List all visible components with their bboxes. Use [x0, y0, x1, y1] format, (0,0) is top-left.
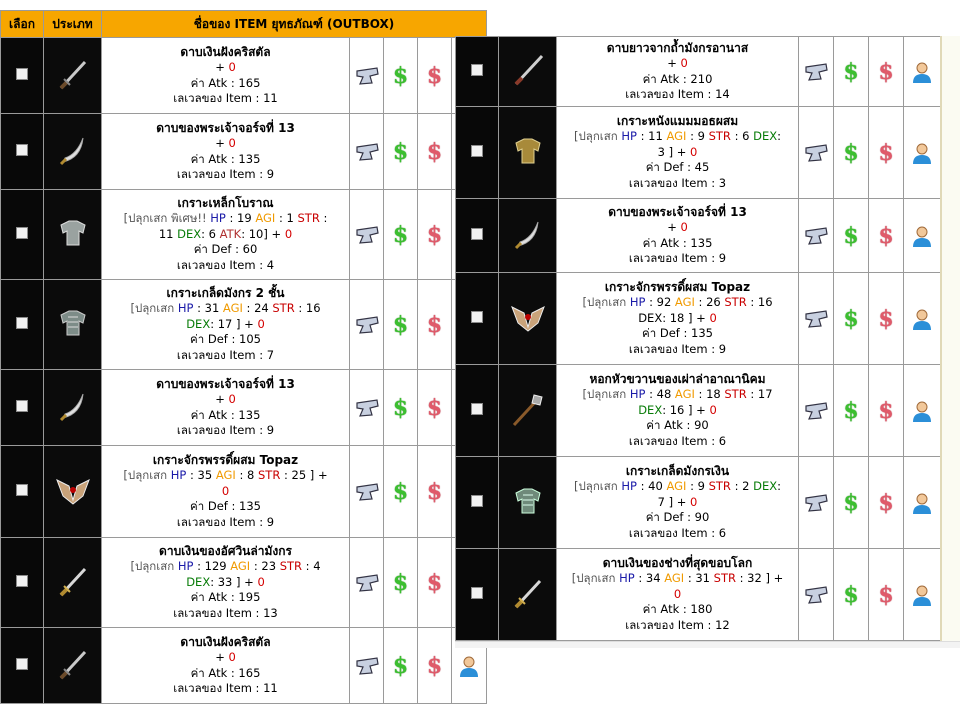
upgrade-action-cell [350, 38, 384, 114]
user-action-cell [904, 457, 941, 549]
header-select: เลือก [1, 11, 44, 38]
select-checkbox[interactable] [16, 575, 28, 587]
select-cell [456, 199, 499, 273]
anvil-icon[interactable] [803, 61, 829, 83]
item-stat: ค่า Atk : 165 [190, 75, 261, 90]
scimitar-icon [53, 386, 93, 426]
anvil-icon[interactable] [803, 308, 829, 330]
item-title: เกราะจักรพรรดิ์ผสม Topaz [604, 279, 751, 294]
item-name-cell [557, 273, 799, 365]
item-image-cell [499, 457, 557, 549]
outbox-panel-left [0, 10, 488, 715]
item-level: เลเวลของ Item : 9 [176, 423, 275, 437]
sell-red-action-cell [869, 549, 904, 641]
item-bonus-cont: DEX: 16 ] + 0 [638, 402, 717, 417]
item-stat: ค่า Atk : 195 [190, 590, 261, 605]
item-level: เลเวลของ Item : 9 [628, 341, 727, 356]
page-edge-strip [940, 36, 960, 641]
item-name-cell [102, 38, 350, 114]
dollar-red-icon[interactable]: $ [878, 58, 894, 85]
item-title: ดาบเงินของช่างที่สุดขอบโลก [602, 555, 753, 570]
item-stat: ค่า Atk : 90 [646, 418, 709, 433]
sell-action-cell [834, 199, 869, 273]
dollar-green-icon[interactable]: $ [843, 139, 859, 166]
item-title: หอกหัวขวานของเผ่าล่าอาณานิคม [589, 371, 766, 386]
item-image-cell [499, 365, 557, 457]
dollar-green-icon[interactable]: $ [392, 221, 409, 248]
select-checkbox[interactable] [471, 64, 483, 76]
table-row [456, 365, 941, 457]
item-bonus: [ปลุกเสก HP : 11 AGI : 9 STR : 6 DEX: [574, 129, 781, 144]
select-checkbox[interactable] [471, 228, 483, 240]
item-level: เลเวลของ Item : 4 [176, 257, 275, 272]
select-checkbox[interactable] [471, 587, 483, 599]
item-stat: ค่า Def : 135 [190, 499, 261, 514]
user-icon[interactable] [910, 307, 934, 331]
item-stat: ค่า Atk : 210 [642, 71, 713, 86]
sell-red-action-cell [418, 114, 452, 190]
sell-action-cell [384, 628, 418, 704]
item-stat: ค่า Def : 45 [645, 160, 710, 175]
item-bonus-cont: 0 [673, 586, 682, 601]
dollar-green-icon[interactable]: $ [392, 652, 409, 679]
table-row [456, 273, 941, 365]
item-upgrade: + 0 [215, 60, 236, 74]
upgrade-action-cell [799, 549, 834, 641]
dagger-icon [53, 644, 93, 684]
dollar-green-icon[interactable]: $ [392, 62, 409, 89]
item-image-cell [44, 280, 102, 370]
anvil-icon[interactable] [354, 314, 380, 336]
select-cell [1, 38, 44, 114]
sell-red-action-cell [869, 199, 904, 273]
select-cell [456, 365, 499, 457]
select-checkbox[interactable] [471, 403, 483, 415]
upgrade-action-cell [350, 114, 384, 190]
dollar-green-icon[interactable]: $ [392, 311, 409, 338]
item-stat: ค่า Atk : 135 [190, 407, 261, 422]
upgrade-action-cell [350, 628, 384, 704]
table-row [456, 457, 941, 549]
select-checkbox[interactable] [16, 144, 28, 156]
dollar-green-icon[interactable]: $ [843, 305, 859, 332]
panel-bottom-strip [455, 641, 960, 648]
item-bonus: [ปลุกเสก HP : 40 AGI : 9 STR : 2 DEX: [574, 479, 781, 494]
user-icon[interactable] [910, 141, 934, 165]
user-action-cell [904, 37, 941, 107]
item-name-cell [102, 628, 350, 704]
dollar-green-icon[interactable]: $ [843, 58, 859, 85]
select-checkbox[interactable] [471, 495, 483, 507]
dollar-green-icon[interactable]: $ [843, 489, 859, 516]
dollar-red-icon[interactable]: $ [426, 138, 443, 165]
select-cell [1, 628, 44, 704]
select-cell [1, 190, 44, 280]
upgrade-action-cell [350, 370, 384, 446]
item-title: ดาบของพระเจ้าจอร์จที่ 13 [608, 204, 747, 219]
anvil-icon[interactable] [354, 572, 380, 594]
upgrade-action-cell [350, 280, 384, 370]
dollar-red-icon[interactable]: $ [426, 221, 443, 248]
select-cell [1, 446, 44, 538]
sell-action-cell [384, 538, 418, 628]
upgrade-action-cell [799, 457, 834, 549]
item-image-cell [499, 199, 557, 273]
select-checkbox[interactable] [16, 658, 28, 670]
sell-red-action-cell [418, 280, 452, 370]
anvil-icon[interactable] [354, 141, 380, 163]
dollar-green-icon[interactable]: $ [392, 138, 409, 165]
longsword-icon [508, 50, 548, 90]
dollar-green-icon[interactable]: $ [392, 394, 409, 421]
item-name-cell [102, 370, 350, 446]
scimitar-icon [53, 130, 93, 170]
table-row [456, 107, 941, 199]
item-image-cell [44, 538, 102, 628]
item-bonus-cont: DEX: 18 ] + 0 [638, 310, 717, 325]
item-name-cell [557, 549, 799, 641]
winged-armor-icon [53, 470, 93, 510]
item-upgrade: + 0 [215, 136, 236, 150]
item-title: ดาบเงินของอัศวินล่ามังกร [159, 543, 292, 558]
table-row [1, 38, 487, 114]
sell-red-action-cell [869, 107, 904, 199]
item-image-cell [44, 114, 102, 190]
item-image-cell [44, 446, 102, 538]
item-name-cell [557, 37, 799, 107]
sell-action-cell [384, 446, 418, 538]
item-title: ดาบเงินฝังคริสตัล [180, 44, 271, 59]
item-image-cell [499, 37, 557, 107]
upgrade-action-cell [799, 365, 834, 457]
item-name-cell [102, 538, 350, 628]
item-image-cell [44, 190, 102, 280]
dollar-red-icon[interactable]: $ [426, 652, 443, 679]
item-stat: ค่า Atk : 135 [642, 235, 713, 250]
dollar-red-icon[interactable]: $ [426, 311, 443, 338]
sell-red-action-cell [418, 190, 452, 280]
anvil-icon[interactable] [803, 142, 829, 164]
silver-scale-armor-icon [508, 481, 548, 521]
item-upgrade: + 0 [215, 650, 236, 664]
table-row [456, 37, 941, 107]
item-title: ดาบของพระเจ้าจอร์จที่ 13 [156, 376, 295, 391]
user-icon[interactable] [910, 224, 934, 248]
user-icon[interactable] [910, 399, 934, 423]
item-name-cell [557, 199, 799, 273]
table-row [1, 190, 487, 280]
select-cell [1, 370, 44, 446]
table-row [1, 628, 487, 704]
item-bonus: [ปลุกเสก HP : 48 AGI : 18 STR : 17 [582, 387, 773, 402]
sell-red-action-cell [869, 365, 904, 457]
item-level: เลเวลของ Item : 6 [628, 525, 727, 540]
upgrade-action-cell [799, 199, 834, 273]
dollar-red-icon[interactable]: $ [878, 139, 894, 166]
sell-action-cell [834, 365, 869, 457]
user-icon[interactable] [910, 583, 934, 607]
dollar-red-icon[interactable]: $ [426, 569, 443, 596]
sell-action-cell [384, 280, 418, 370]
item-level: เลเวลของ Item : 9 [176, 514, 275, 529]
select-cell [1, 538, 44, 628]
item-stat: ค่า Atk : 180 [642, 602, 713, 617]
item-image-cell [499, 107, 557, 199]
item-level: เลเวลของ Item : 9 [176, 167, 275, 181]
sell-action-cell [384, 370, 418, 446]
dollar-green-icon[interactable]: $ [392, 478, 409, 505]
item-bonus: [ปลุกเสก HP : 35 AGI : 8 STR : 25 ] + [123, 468, 328, 483]
item-image-cell [44, 370, 102, 446]
item-stat: ค่า Atk : 165 [190, 665, 261, 680]
user-action-cell [904, 273, 941, 365]
table-row [1, 538, 487, 628]
item-level: เลเวลของ Item : 14 [625, 87, 730, 101]
item-bonus: [ปลุกเสก HP : 31 AGI : 24 STR : 16 [130, 301, 321, 316]
item-title: ดาบของพระเจ้าจอร์จที่ 13 [156, 120, 295, 135]
axe-spear-icon [508, 389, 548, 429]
upgrade-action-cell [350, 446, 384, 538]
item-title: เกราะหนังแมมมอธผสม [616, 113, 739, 128]
user-action-cell [904, 549, 941, 641]
dollar-red-icon[interactable]: $ [878, 305, 894, 332]
item-name-cell [102, 114, 350, 190]
item-name-cell [557, 365, 799, 457]
select-cell [456, 37, 499, 107]
item-level: เลเวลของ Item : 11 [173, 681, 278, 695]
dollar-red-icon[interactable]: $ [426, 478, 443, 505]
anvil-icon[interactable] [354, 397, 380, 419]
dollar-green-icon[interactable]: $ [843, 397, 859, 424]
item-title: เกราะเกล็ดมังกร 2 ชั้น [166, 285, 285, 300]
dollar-red-icon[interactable]: $ [878, 581, 894, 608]
select-cell [456, 457, 499, 549]
sell-action-cell [834, 107, 869, 199]
item-bonus: [ปลุกเสก HP : 129 AGI : 23 STR : 4 [130, 559, 321, 574]
anvil-icon[interactable] [354, 224, 380, 246]
sell-red-action-cell [418, 538, 452, 628]
item-name-cell [557, 107, 799, 199]
winged-armor-icon [508, 297, 548, 337]
leather-armor-icon [508, 131, 548, 171]
select-checkbox[interactable] [471, 145, 483, 157]
anvil-icon[interactable] [803, 225, 829, 247]
item-name-cell [557, 457, 799, 549]
sell-red-action-cell [418, 628, 452, 704]
select-checkbox[interactable] [16, 400, 28, 412]
item-stat: ค่า Def : 60 [193, 242, 258, 257]
item-stat: ค่า Def : 135 [642, 326, 713, 341]
user-icon[interactable] [910, 491, 934, 515]
dagger-icon [53, 54, 93, 94]
user-icon[interactable] [910, 60, 934, 84]
anvil-icon[interactable] [354, 655, 380, 677]
item-level: เลเวลของ Item : 6 [628, 433, 727, 448]
sell-red-action-cell [418, 370, 452, 446]
outbox-panel-right [455, 36, 960, 641]
dollar-green-icon[interactable]: $ [392, 569, 409, 596]
table-row [1, 446, 487, 538]
sell-action-cell [384, 190, 418, 280]
item-level: เลเวลของ Item : 12 [625, 617, 730, 632]
anvil-icon[interactable] [803, 400, 829, 422]
item-image-cell [44, 628, 102, 704]
anvil-icon[interactable] [803, 584, 829, 606]
upgrade-action-cell [350, 538, 384, 628]
sell-red-action-cell [418, 38, 452, 114]
item-upgrade: + 0 [667, 56, 688, 70]
outbox-table-left [0, 10, 487, 704]
item-bonus: [ปลุกเสก พิเศษ!! HP : 19 AGI : 1 STR : [123, 211, 328, 226]
select-checkbox[interactable] [16, 68, 28, 80]
item-title: ดาบยาวจากถ้ำมังกรอานาส [606, 40, 749, 55]
item-name-cell [102, 446, 350, 538]
item-stat: ค่า Def : 105 [190, 332, 261, 347]
item-image-cell [499, 273, 557, 365]
item-image-cell [499, 549, 557, 641]
item-title: เกราะเหล็กโบราณ [177, 195, 274, 210]
table-row [456, 199, 941, 273]
sell-red-action-cell [418, 446, 452, 538]
dollar-red-icon[interactable]: $ [878, 222, 894, 249]
scale-armor-icon [53, 303, 93, 343]
item-bonus: [ปลุกเสก HP : 92 AGI : 26 STR : 16 [582, 295, 773, 310]
sell-action-cell [384, 38, 418, 114]
select-checkbox[interactable] [16, 227, 28, 239]
upgrade-action-cell [799, 107, 834, 199]
item-level: เลเวลของ Item : 11 [173, 91, 278, 105]
item-image-cell [44, 38, 102, 114]
item-name-cell [102, 280, 350, 370]
item-bonus: [ปลุกเสก HP : 34 AGI : 31 STR : 32 ] + [571, 571, 784, 586]
select-checkbox[interactable] [16, 484, 28, 496]
item-title: ดาบเงินฝังคริสตัล [180, 634, 271, 649]
header-type: ประเภท [44, 11, 102, 38]
item-upgrade: + 0 [667, 220, 688, 234]
dollar-red-icon[interactable]: $ [878, 397, 894, 424]
select-cell [456, 107, 499, 199]
table-row [1, 114, 487, 190]
item-title: เกราะเกล็ดมังกรเงิน [625, 463, 730, 478]
sell-action-cell [834, 549, 869, 641]
sword-icon [53, 561, 93, 601]
outbox-table-right [455, 36, 941, 641]
anvil-icon[interactable] [354, 481, 380, 503]
select-checkbox[interactable] [16, 317, 28, 329]
item-level: เลเวลของ Item : 7 [176, 347, 275, 362]
item-upgrade: + 0 [215, 392, 236, 406]
user-action-cell [904, 199, 941, 273]
sell-action-cell [834, 273, 869, 365]
item-bonus-cont: DEX: 33 ] + 0 [186, 574, 265, 589]
table-row [1, 280, 487, 370]
item-level: เลเวลของ Item : 3 [628, 175, 727, 190]
sell-red-action-cell [869, 37, 904, 107]
item-level: เลเวลของ Item : 9 [628, 251, 727, 265]
upgrade-action-cell [799, 273, 834, 365]
user-icon[interactable] [457, 654, 481, 678]
table-row [456, 549, 941, 641]
dollar-red-icon[interactable]: $ [878, 489, 894, 516]
sword-icon [508, 573, 548, 613]
item-stat: ค่า Atk : 135 [190, 151, 261, 166]
select-cell [456, 549, 499, 641]
item-name-cell [102, 190, 350, 280]
dollar-red-icon[interactable]: $ [426, 394, 443, 421]
anvil-icon[interactable] [803, 492, 829, 514]
header-item-name: ชื่อของ ITEM ยุทธภัณฑ์ (OUTBOX) [102, 11, 487, 38]
sell-action-cell [384, 114, 418, 190]
item-bonus-cont: 0 [221, 483, 230, 498]
select-cell [456, 273, 499, 365]
item-bonus-cont: 3 ] + 0 [657, 144, 698, 159]
item-bonus-cont: 11 DEX: 6 ATK: 10] + 0 [158, 226, 293, 241]
armor-icon [53, 213, 93, 253]
dollar-green-icon[interactable]: $ [843, 581, 859, 608]
item-title: เกราะจักรพรรดิ์ผสม Topaz [152, 452, 299, 467]
scimitar-icon [508, 214, 548, 254]
table-header-row [1, 11, 487, 38]
sell-action-cell [834, 37, 869, 107]
item-bonus-cont: DEX: 17 ] + 0 [186, 316, 265, 331]
user-action-cell [904, 365, 941, 457]
sell-action-cell [834, 457, 869, 549]
upgrade-action-cell [350, 190, 384, 280]
upgrade-action-cell [799, 37, 834, 107]
table-row [1, 370, 487, 446]
sell-red-action-cell [869, 457, 904, 549]
item-level: เลเวลของ Item : 13 [173, 605, 278, 620]
select-cell [1, 280, 44, 370]
sell-red-action-cell [869, 273, 904, 365]
dollar-red-icon[interactable]: $ [426, 62, 443, 89]
user-action-cell [904, 107, 941, 199]
select-cell [1, 114, 44, 190]
item-bonus-cont: 7 ] + 0 [657, 494, 698, 509]
anvil-icon[interactable] [354, 65, 380, 87]
item-stat: ค่า Def : 90 [645, 510, 710, 525]
dollar-green-icon[interactable]: $ [843, 222, 859, 249]
select-checkbox[interactable] [471, 311, 483, 323]
